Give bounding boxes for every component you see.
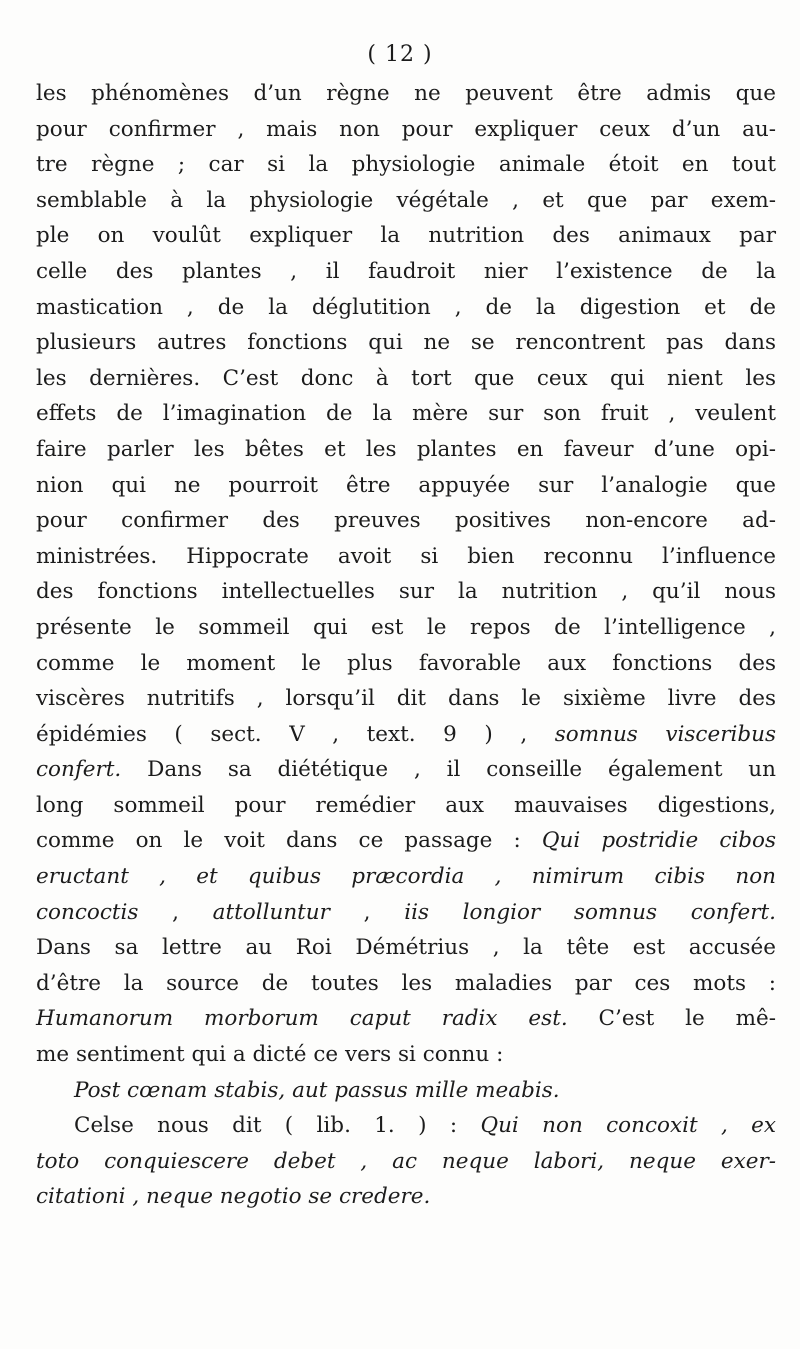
italic-text: confert. <box>36 757 122 783</box>
italic-text: iis longior somnus confert. <box>404 899 776 925</box>
text-segment: d’être la source de toutes les maladies par ces mots : <box>36 970 776 996</box>
text-line <box>36 574 776 610</box>
text-line <box>36 717 776 753</box>
text-line <box>36 539 776 575</box>
text-line <box>36 681 776 717</box>
text-line <box>36 1001 776 1037</box>
text-segment: épidémies ( sect. V , text. 9 ) , <box>36 721 555 747</box>
text-line <box>36 183 776 219</box>
text-segment: plusieurs autres fonctions qui ne se rencontrent pas dans <box>36 330 776 356</box>
text-line <box>36 895 776 931</box>
text-line <box>36 966 776 1002</box>
text-line <box>36 1144 776 1180</box>
text-segment: les phénomènes d’un règne ne peuvent être admis que <box>36 81 776 106</box>
text-line <box>36 752 776 788</box>
italic-text: Qui non concoxit , ex <box>480 1113 776 1139</box>
text-line <box>36 290 776 326</box>
text-segment: comme le moment le plus favorable aux fonctions des <box>36 650 776 676</box>
text-line <box>36 468 776 504</box>
italic-text: toto conquiescere debet , ac neque labori, neque exer- <box>36 1148 776 1174</box>
text-line <box>36 1179 776 1215</box>
italic-text: somnus visceribus <box>554 721 776 747</box>
text-line <box>36 1073 776 1109</box>
text-segment: ministrées. Hippocrate avoit si bien reconnu l’influence <box>36 543 776 569</box>
page-number: ( 12 ) <box>367 42 433 67</box>
text-segment: les dernières. C’est donc à tort que ceux qui nient les <box>36 365 776 391</box>
italic-text: Humanorum morborum caput radix est. <box>36 1006 568 1032</box>
text-segment: celle des plantes , il faudroit nier l’existence de la <box>36 258 776 284</box>
text-segment: ple on voulût expliquer la nutrition des animaux par <box>36 223 776 249</box>
text-segment: Dans sa diététique , il conseille également un <box>121 757 776 783</box>
text-line <box>36 112 776 148</box>
text-segment: mastication , de la déglutition , de la digestion et de <box>36 294 776 320</box>
text-segment: , <box>329 899 405 925</box>
text-segment: viscères nutritifs , lorsqu’il dit dans le sixième livre des <box>36 686 776 712</box>
text-line <box>36 147 776 183</box>
text-line <box>36 396 776 432</box>
body-text <box>36 76 776 1215</box>
text-line <box>36 76 776 112</box>
italic-text: concoctis <box>36 899 139 925</box>
italic-text: citationi , neque negotio se credere. <box>36 1184 431 1210</box>
text-segment: tre règne ; car si la physiologie animale étoit en tout <box>36 152 776 178</box>
text-segment: effets de l’imagination de la mère sur son fruit , veulent <box>36 401 776 427</box>
text-segment: semblable à la physiologie végétale , et que par exem- <box>36 187 776 213</box>
text-line <box>36 325 776 361</box>
text-segment: me sentiment qui a dicté ce vers si connu : <box>36 1042 504 1068</box>
text-segment: Celse nous dit ( lib. 1. ) : <box>74 1113 481 1139</box>
text-segment: long sommeil pour remédier aux mauvaises digestions, <box>36 792 776 818</box>
text-line <box>36 930 776 966</box>
text-segment: pour confirmer , mais non pour expliquer ceux d’un au- <box>36 116 776 142</box>
text-line <box>36 646 776 682</box>
italic-text: eructant , et quibus præcordia , nimirum cibis non <box>36 864 776 890</box>
text-line <box>36 1108 776 1144</box>
text-segment: présente le sommeil qui est le repos de l’intelligence , <box>36 614 776 640</box>
text-line <box>36 610 776 646</box>
text-segment: C’est le mê- <box>567 1006 776 1032</box>
text-segment: pour confirmer des preuves positives non-encore ad- <box>36 508 776 534</box>
text-segment: Dans sa lettre au Roi Démétrius , la tête est accusée <box>36 935 776 961</box>
text-segment: , <box>138 899 213 925</box>
text-line <box>36 254 776 290</box>
text-segment: comme on le voit dans ce passage : <box>36 828 542 854</box>
text-line <box>36 503 776 539</box>
text-segment: nion qui ne pourroit être appuyée sur l’analogie que <box>36 472 776 498</box>
text-line <box>36 823 776 859</box>
text-line <box>36 788 776 824</box>
text-line <box>36 432 776 468</box>
text-line <box>36 218 776 254</box>
text-segment: des fonctions intellectuelles sur la nutrition , qu’il nous <box>36 579 776 605</box>
text-line <box>36 859 776 895</box>
italic-text: Post cœnam stabis, aut passus mille meabis. <box>74 1077 560 1103</box>
text-line <box>36 1037 776 1073</box>
italic-text: attolluntur <box>212 899 330 925</box>
text-segment: faire parler les bêtes et les plantes en faveur d’une opi- <box>36 436 776 462</box>
text-line <box>36 361 776 397</box>
italic-text: Qui postridie cibos <box>541 828 777 854</box>
